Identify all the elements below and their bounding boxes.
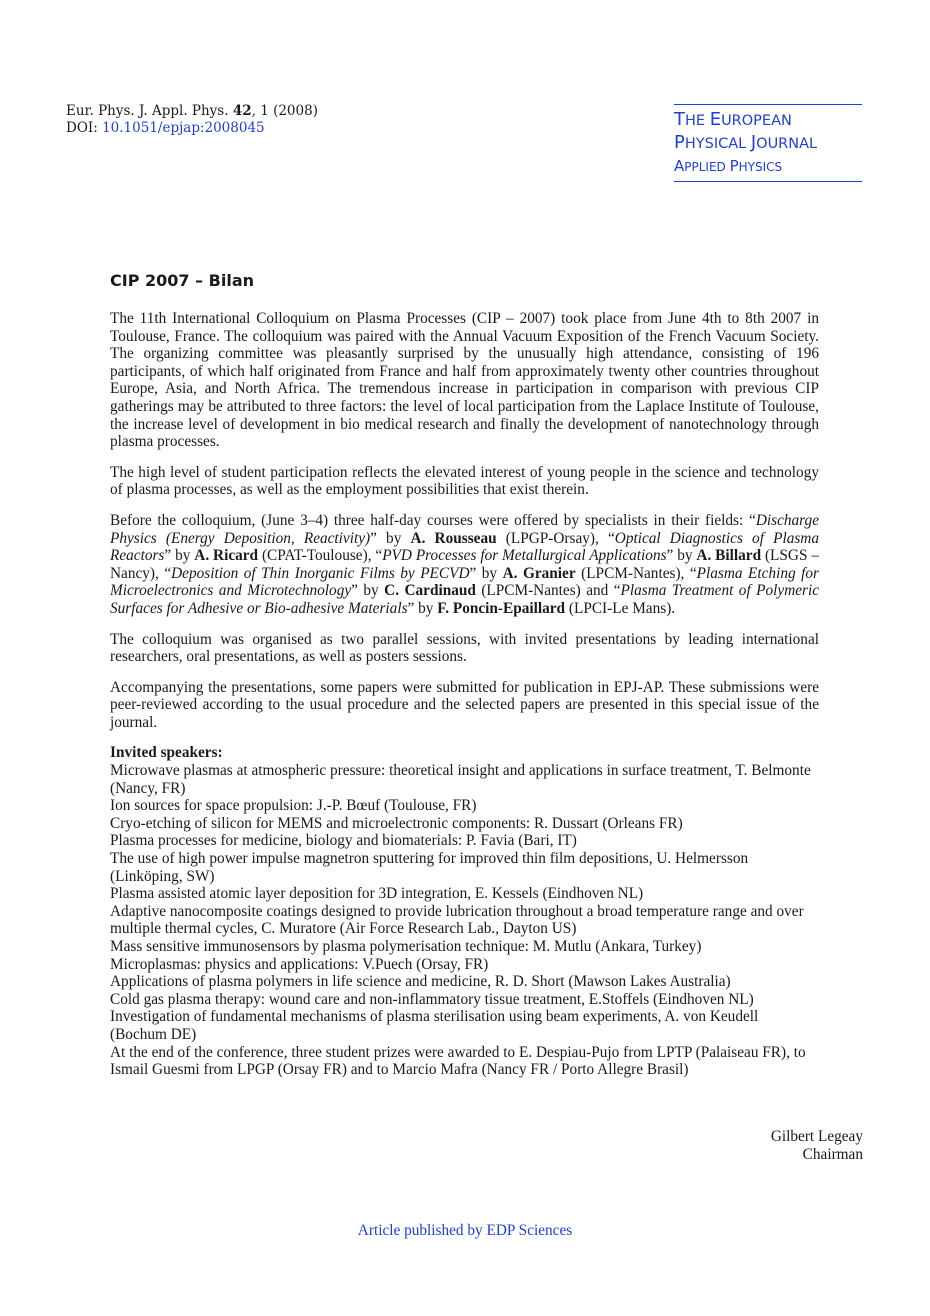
course-title: Discharge Physics (Energy Deposition, Reactivity) [110,511,819,547]
course-author: C. Cardinaud [384,582,476,600]
speaker-item: Cold gas plasma therapy: wound care and non-inflammatory tissue treatment, E.Stoffels (Eindhoven NL) [110,990,754,1008]
speaker-item: Plasma assisted atomic layer deposition for 3D integration, E. Kessels (Eindhoven NL) [110,885,644,903]
prizes-statement: At the end of the conference, three student prizes were awarded to E. Despiau-Pujo from LPTP (Palaiseau FR), to Ismail Guesmi from LPGP (Orsay FR) and to Marcio Mafra (Nancy FR / Porto Allegre Brasil) [110,1043,806,1079]
course-title: Plasma Etching for Microelectronics and Microtechnology [110,564,819,600]
speaker-item: The use of high power impulse magnetron sputtering for improved thin film depositions, U. Helmersson (Linköping, SW) [110,850,749,885]
speaker-item: Ion sources for space propulsion: J.-P. Bœuf (Toulouse, FR) [110,797,477,815]
course-title: Deposition of Thin Inorganic Films by PECVD [171,564,470,582]
invited-speakers-heading: Invited speakers: [110,744,223,762]
speaker-item: Plasma processes for medicine, biology and biomaterials: P. Favia (Bari, IT) [110,832,577,850]
signature-block [771,1128,863,1164]
speaker-item: Applications of plasma polymers in life science and medicine, R. D. Short (Mawson Lakes Australia) [110,973,731,991]
journal-logo [674,104,862,182]
doi-link[interactable]: 10.1051/epjap:2008045 [102,120,265,136]
course-author: A. Granier [502,564,576,582]
course-author: F. Poncin-Epaillard [437,599,566,617]
citation-volume: 42 [232,103,252,119]
citation-header [66,103,466,137]
paragraph-courses: Before the colloquium, (June 3–4) three half-day courses were offered by specialists in their fields: “Discharge Physics (Energy Deposition, Reactivity)” by A. Rousseau (LPGP-Orsay), “Optical Diagnostics of Plasma Reactors” by A. Ricard (CPAT-Toulouse), “PVD Processes for Metallurgical Applications” by A. Billard (LSGS – Nancy), “Deposition of Thin Inorganic Films by PECVD” by A. Granier (LPCM-Nantes), “Plasma Etching for Microelectronics and Microtechnology” by C. Cardinaud (LPCM-Nantes) and “Plasma Treatment of Polymeric Surfaces for Adhesive or Bio-adhesive Materials” by F. Poncin-Epaillard (LPCI-Le Mans). [110,511,820,617]
publisher-link[interactable]: Article published by EDP Sciences [357,1222,573,1239]
invited-speakers-section [110,744,819,1078]
publisher-footer [0,1222,930,1240]
doi-line: DOI: 10.1051/epjap:2008045 [66,120,265,136]
journal-name: THE EUROPEAN PHYSICAL JOURNAL APPLIED PHYSICS [674,109,818,175]
citation-line: Eur. Phys. J. Appl. Phys. 42, 1 (2008) [66,103,318,119]
paragraph-students: The high level of student participation reflects the elevated interest of young people in the science and technology of plasma processes, as well as the employment possibilities that exist therein. [110,463,819,499]
paragraph-publication: Accompanying the presentations, some papers were submitted for publication in EPJ-AP. These submissions were peer-reviewed according to the usual procedure and the selected papers are presented in this special issue of the journal. [110,678,819,731]
article-title: CIP 2007 – Bilan [110,271,255,290]
signatory-role: Chairman [802,1146,863,1163]
course-title: Optical Diagnostics of Plasma Reactors [110,529,819,565]
article-body [110,310,819,1079]
speaker-item: Microplasmas: physics and applications: V.Puech (Orsay, FR) [110,955,489,973]
course-title: Plasma Treatment of Polymeric Surfaces for Adhesive or Bio-adhesive Materials [110,582,820,617]
course-title: PVD Processes for Metallurgical Applications [382,547,667,565]
speaker-item: Mass sensitive immunosensors by plasma polymerisation technique: M. Mutlu (Ankara, Turkey) [110,938,702,955]
speaker-item: Cryo-etching of silicon for MEMS and microelectronic components: R. Dussart (Orleans FR) [110,814,683,832]
speaker-item: Investigation of fundamental mechanisms of plasma sterilisation using beam experiments, A. von Keudell (Bochum DE) [110,1008,759,1043]
paragraph-intro: The 11th International Colloquium on Plasma Processes (CIP – 2007) took place from June 4th to 8th 2007 in Toulouse, France. The colloquium was paired with the Annual Vacuum Exposition of the French Vacuum Society. The organizing committee was pleasantly surprised by the unusually high attendance, consisting of 196 participants, of which half originated from France and half from approximately twenty other countries throughout Europe, Asia, and North Africa. The tremendous increase in participation in comparison with previous CIP gatherings may be attributed to three factors: the level of local participation from the Laplace Institute of Toulouse, the increase level of development in bio medical research and finally the development of nanotechnology through plasma processes. [110,310,819,451]
logo-rule-bottom [674,181,862,182]
speaker-item: Microwave plasmas at atmospheric pressure: theoretical insight and applications in surface treatment, T. Belmonte (Nancy, FR) [110,762,811,797]
signatory-name: Gilbert Legeay [770,1128,863,1145]
course-author: A. Billard [696,547,762,565]
course-author: A. Rousseau [410,529,497,547]
speaker-item: Adaptive nanocomposite coatings designed to provide lubrication throughout a broad temperature range and over multiple thermal cycles, C. Muratore (Air Force Research Lab., Dayton US) [110,902,804,938]
paragraph-sessions: The colloquium was organised as two parallel sessions, with invited presentations by leading international researchers, oral presentations, as well as posters sessions. [110,630,819,666]
course-author: A. Ricard [194,547,259,565]
